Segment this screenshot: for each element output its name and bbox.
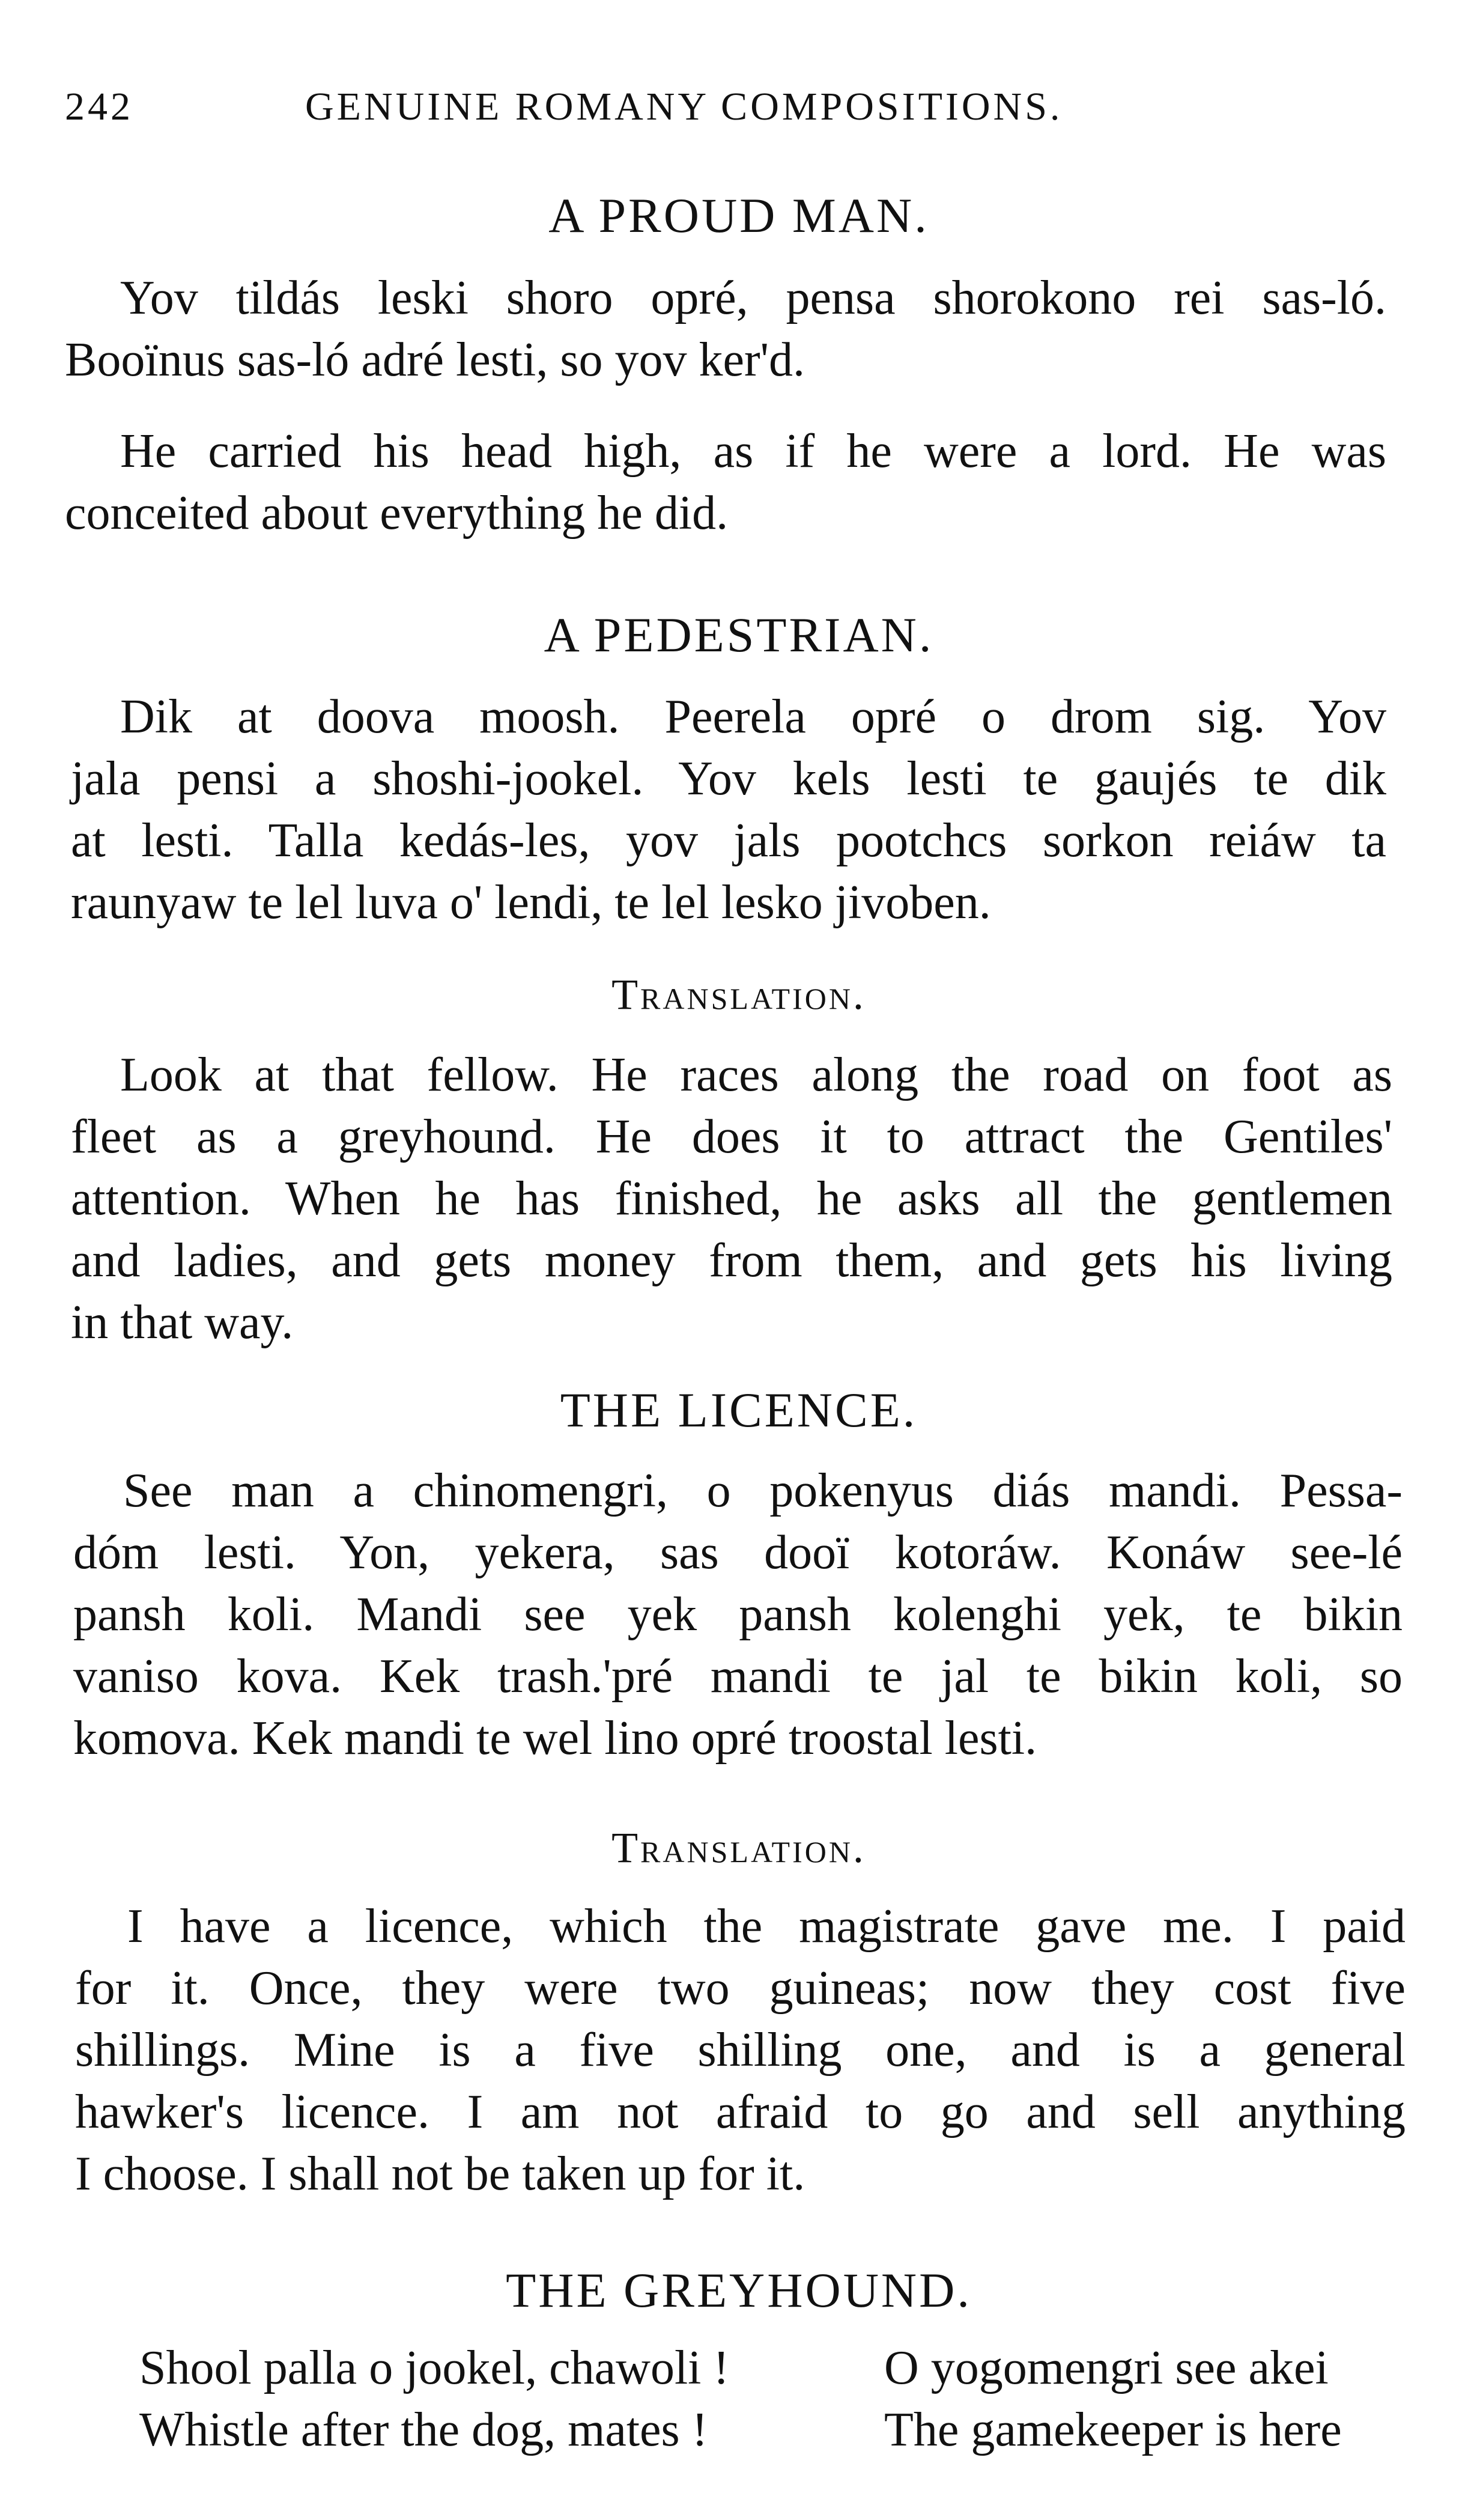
- text-line: hawker's licence. I am not afraid to go and sell anything: [75, 2086, 1406, 2138]
- verse-left: Shool palla o jookel, chawoli !: [139, 2342, 730, 2394]
- text-line: Dik at doova moosh. Peerela opré o drom sig. Yov: [120, 690, 1386, 743]
- text-line: at lesti. Talla kedás-les, yov jals pootchcs sorkon reiáw ta: [71, 814, 1386, 867]
- text-line: in that way.: [71, 1296, 294, 1349]
- page-number: 242: [65, 85, 133, 129]
- verse-block: [139, 2337, 1419, 2461]
- verse-row: [139, 2399, 1419, 2461]
- romany-text-proud-man: [120, 267, 1386, 329]
- text-line: shillings. Mine is a five shilling one, and is a general: [75, 2024, 1406, 2077]
- text-line: attention. When he has finished, he asks all the gentlemen: [71, 1172, 1392, 1225]
- text-line: I choose. I shall not be taken up for it.: [75, 2147, 805, 2200]
- text-line: Booïnus sas-ló adré lesti, so yov ker'd.: [65, 333, 805, 386]
- verse-row: [139, 2337, 1419, 2399]
- romany-text-pedestrian-cont: [71, 748, 1386, 934]
- english-text-licence: [127, 1896, 1406, 1958]
- english-text-proud-man: [120, 421, 1386, 482]
- text-line: and ladies, and gets money from them, and gets his living: [71, 1234, 1392, 1287]
- text-line: conceited about everything he did.: [65, 487, 729, 540]
- text-line: raunyaw te lel luva o' lendi, te lel lesko jivoben.: [71, 876, 991, 929]
- romany-text-licence-cont: [73, 1522, 1403, 1770]
- english-text-pedestrian-cont: [71, 1106, 1392, 1354]
- text-line: See man a chinomengri, o pokenyus diás mandi. Pessa-: [123, 1464, 1403, 1517]
- text-line: komova. Kek mandi te wel lino opré troostal lesti.: [73, 1712, 1037, 1765]
- text-line: fleet as a greyhound. He does it to attract the Gentiles': [71, 1110, 1392, 1163]
- text-line: Yov tildás leski shoro opré, pensa shorokono rei sas-ló.: [120, 272, 1386, 324]
- section-title-proud-man: A PROUD MAN.: [548, 188, 929, 243]
- text-line: for it. Once, they were two guineas; now they cost five: [75, 1962, 1406, 2015]
- text-line: dóm lesti. Yon, yekera, sas dooï kotoráw. Konáw see-lé: [73, 1526, 1403, 1579]
- text-line: I have a licence, which the magistrate gave me. I paid: [127, 1900, 1406, 1953]
- english-text-pedestrian: [120, 1044, 1392, 1106]
- text-line: Look at that fellow. He races along the road on foot as: [120, 1048, 1392, 1101]
- english-text-licence-cont: [75, 1958, 1406, 2205]
- romany-text-pedestrian: [120, 686, 1386, 748]
- verse-left: Whistle after the dog, mates !: [139, 2403, 708, 2456]
- running-title: GENUINE ROMANY COMPOSITIONS.: [305, 85, 1063, 129]
- text-line: jala pensi a shoshi-jookel. Yov kels lesti te gaujés te dik: [71, 752, 1386, 805]
- romany-text-proud-man-cont: [65, 329, 1386, 391]
- text-line: vaniso kova. Kek trash.'pré mandi te jal te bikin koli, so: [73, 1650, 1403, 1703]
- section-title-greyhound: THE GREYHOUND.: [506, 2263, 972, 2318]
- translation-heading: Translation.: [611, 1824, 866, 1872]
- romany-text-licence: [123, 1460, 1403, 1522]
- section-title-licence: THE LICENCE.: [560, 1383, 918, 1437]
- text-line: pansh koli. Mandi see yek pansh kolenghi yek, te bikin: [73, 1588, 1403, 1641]
- running-header: [65, 84, 1416, 138]
- section-title-pedestrian: A PEDESTRIAN.: [544, 607, 934, 662]
- verse-right: O yogomengri see akei: [884, 2342, 1329, 2394]
- translation-heading: Translation.: [611, 970, 866, 1018]
- english-text-proud-man-cont: [65, 482, 1386, 544]
- text-line: He carried his head high, as if he were a lord. He was: [120, 425, 1386, 478]
- verse-right: The gamekeeper is here: [884, 2403, 1342, 2456]
